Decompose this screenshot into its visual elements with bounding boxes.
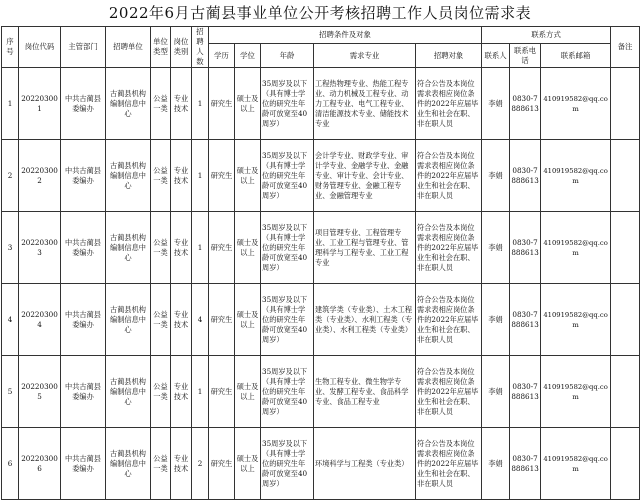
cell-unit: 古蔺县机构编制信息中心 bbox=[106, 428, 151, 500]
cell-unit: 古蔺县机构编制信息中心 bbox=[106, 356, 151, 428]
cell-count: 1 bbox=[192, 68, 209, 140]
cell-code: 202203003 bbox=[19, 212, 61, 284]
cell-education: 研究生 bbox=[209, 284, 235, 356]
header-count: 招聘人数 bbox=[192, 27, 209, 68]
cell-degree: 硕士及以上 bbox=[235, 140, 261, 212]
table-row bbox=[2, 428, 640, 500]
cell-remark bbox=[611, 428, 640, 500]
cell-age: 35周岁及以下（具有博士学位的研究生年龄可放宽至40周岁） bbox=[261, 140, 314, 212]
cell-age: 35周岁及以下（具有博士学位的研究生年龄可放宽至40周岁） bbox=[261, 212, 314, 284]
cell-phone: 0830-7888613 bbox=[510, 356, 541, 428]
cell-age: 35周岁及以下（具有博士学位的研究生年龄可放宽至40周岁） bbox=[261, 428, 314, 500]
cell-seq: 6 bbox=[2, 428, 19, 500]
cell-contact-person: 李娟 bbox=[482, 140, 510, 212]
cell-major: 项目管理专业、工程管理专业、工业工程与管理专业、管理科学与工程专业、工业工程专业 bbox=[314, 212, 416, 284]
cell-target: 符合公告及本岗位需求表相应岗位条件的2022年应届毕业生和社会在职、非在职人员 bbox=[416, 428, 482, 500]
cell-seq: 5 bbox=[2, 356, 19, 428]
cell-dept: 中共古蔺县委编办 bbox=[61, 140, 106, 212]
cell-phone: 0830-7888613 bbox=[510, 212, 541, 284]
cell-education: 研究生 bbox=[209, 68, 235, 140]
cell-phone: 0830-7888613 bbox=[510, 68, 541, 140]
header-phone: 联系电话 bbox=[510, 44, 541, 68]
cell-education: 研究生 bbox=[209, 140, 235, 212]
cell-age: 35周岁及以下（具有博士学位的研究生年龄可放宽至40周岁） bbox=[261, 284, 314, 356]
cell-code: 202203005 bbox=[19, 356, 61, 428]
cell-remark bbox=[611, 140, 640, 212]
cell-contact-person: 李娟 bbox=[482, 284, 510, 356]
cell-major: 生物工程专业、微生物学专业、发酵工程专业、食品科学专业、食品工程专业 bbox=[314, 356, 416, 428]
cell-post-type: 专业技术 bbox=[171, 68, 192, 140]
header-degree: 学位 bbox=[235, 44, 261, 68]
cell-count: 2 bbox=[192, 428, 209, 500]
header-unit-type: 单位类型 bbox=[151, 27, 171, 68]
cell-remark bbox=[611, 212, 640, 284]
header-seq: 序号 bbox=[2, 27, 19, 68]
cell-target: 符合公告及本岗位需求表相应岗位条件的2022年应届毕业生和社会在职、非在职人员 bbox=[416, 356, 482, 428]
cell-post-type: 专业技术 bbox=[171, 212, 192, 284]
cell-unit: 古蔺县机构编制信息中心 bbox=[106, 284, 151, 356]
header-target: 招聘对象 bbox=[416, 44, 482, 68]
cell-phone: 0830-7888613 bbox=[510, 140, 541, 212]
cell-contact-person: 李娟 bbox=[482, 356, 510, 428]
header-contact-person: 联系人 bbox=[482, 44, 510, 68]
cell-remark bbox=[611, 68, 640, 140]
cell-age: 35周岁及以下（具有博士学位的研究生年龄可放宽至40周岁） bbox=[261, 68, 314, 140]
cell-degree: 硕士及以上 bbox=[235, 356, 261, 428]
cell-unit-type: 公益一类 bbox=[151, 284, 171, 356]
header-contact: 联系方式 bbox=[482, 27, 611, 44]
header-education: 学历 bbox=[209, 44, 235, 68]
cell-email: 410919582@qq.com bbox=[541, 212, 611, 284]
header-age: 年龄 bbox=[261, 44, 314, 68]
table-row bbox=[2, 212, 640, 284]
header-code: 岗位代码 bbox=[19, 27, 61, 68]
job-table bbox=[1, 26, 640, 500]
header-dept: 主管部门 bbox=[61, 27, 106, 68]
cell-dept: 中共古蔺县委编办 bbox=[61, 356, 106, 428]
cell-contact-person: 李娟 bbox=[482, 428, 510, 500]
cell-unit-type: 公益一类 bbox=[151, 356, 171, 428]
table-row bbox=[2, 284, 640, 356]
cell-seq: 3 bbox=[2, 212, 19, 284]
cell-seq: 2 bbox=[2, 140, 19, 212]
cell-education: 研究生 bbox=[209, 428, 235, 500]
header-post-type: 岗位类别 bbox=[171, 27, 192, 68]
cell-code: 202203001 bbox=[19, 68, 61, 140]
header-unit: 招聘单位 bbox=[106, 27, 151, 68]
cell-contact-person: 李娟 bbox=[482, 68, 510, 140]
cell-education: 研究生 bbox=[209, 212, 235, 284]
cell-unit-type: 公益一类 bbox=[151, 212, 171, 284]
cell-seq: 4 bbox=[2, 284, 19, 356]
cell-code: 202203004 bbox=[19, 284, 61, 356]
cell-post-type: 专业技术 bbox=[171, 140, 192, 212]
cell-unit-type: 公益一类 bbox=[151, 428, 171, 500]
cell-major: 工程热物理专业、热能工程专业、动力机械及工程专业、动力工程专业、电气工程专业、清洁能源技术专业、储能技术专业 bbox=[314, 68, 416, 140]
cell-email: 410919582@qq.com bbox=[541, 140, 611, 212]
cell-degree: 硕士及以上 bbox=[235, 428, 261, 500]
cell-post-type: 专业技术 bbox=[171, 356, 192, 428]
cell-remark bbox=[611, 356, 640, 428]
cell-email: 410919582@qq.com bbox=[541, 428, 611, 500]
cell-major: 建筑学类（专业类）、土木工程类（专业类）、水利工程类（专业类）、水利工程类（专业类） bbox=[314, 284, 416, 356]
cell-unit: 古蔺县机构编制信息中心 bbox=[106, 212, 151, 284]
table-row bbox=[2, 356, 640, 428]
cell-unit-type: 公益一类 bbox=[151, 68, 171, 140]
cell-dept: 中共古蔺县委编办 bbox=[61, 428, 106, 500]
cell-post-type: 专业技术 bbox=[171, 428, 192, 500]
cell-count: 1 bbox=[192, 140, 209, 212]
cell-unit: 古蔺县机构编制信息中心 bbox=[106, 68, 151, 140]
cell-phone: 0830-7888613 bbox=[510, 284, 541, 356]
cell-target: 符合公告及本岗位需求表相应岗位条件的2022年应届毕业生和社会在职、非在职人员 bbox=[416, 68, 482, 140]
cell-count: 4 bbox=[192, 284, 209, 356]
cell-contact-person: 李娟 bbox=[482, 212, 510, 284]
header-email: 联系邮箱 bbox=[541, 44, 611, 68]
cell-age: 35周岁及以下（具有博士学位的研究生年龄可放宽至40周岁） bbox=[261, 356, 314, 428]
table-row bbox=[2, 68, 640, 140]
cell-unit: 古蔺县机构编制信息中心 bbox=[106, 140, 151, 212]
cell-remark bbox=[611, 284, 640, 356]
cell-code: 202203006 bbox=[19, 428, 61, 500]
cell-code: 202203002 bbox=[19, 140, 61, 212]
cell-major: 环境科学与工程类（专业类） bbox=[314, 428, 416, 500]
cell-email: 410919582@qq.com bbox=[541, 68, 611, 140]
cell-phone: 0830-7888613 bbox=[510, 428, 541, 500]
cell-degree: 硕士及以上 bbox=[235, 284, 261, 356]
cell-unit-type: 公益一类 bbox=[151, 140, 171, 212]
cell-post-type: 专业技术 bbox=[171, 284, 192, 356]
cell-email: 410919582@qq.com bbox=[541, 284, 611, 356]
cell-education: 研究生 bbox=[209, 356, 235, 428]
cell-dept: 中共古蔺县委编办 bbox=[61, 68, 106, 140]
cell-count: 1 bbox=[192, 356, 209, 428]
cell-count: 1 bbox=[192, 212, 209, 284]
cell-email: 410919582@qq.com bbox=[541, 356, 611, 428]
cell-target: 符合公告及本岗位需求表相应岗位条件的2022年应届毕业生和社会在职、非在职人员 bbox=[416, 284, 482, 356]
cell-dept: 中共古蔺县委编办 bbox=[61, 212, 106, 284]
header-conditions: 招聘条件及对象 bbox=[209, 27, 482, 44]
cell-dept: 中共古蔺县委编办 bbox=[61, 284, 106, 356]
cell-seq: 1 bbox=[2, 68, 19, 140]
cell-target: 符合公告及本岗位需求表相应岗位条件的2022年应届毕业生和社会在职、非在职人员 bbox=[416, 212, 482, 284]
header-major: 需求专业 bbox=[314, 44, 416, 68]
cell-target: 符合公告及本岗位需求表相应岗位条件的2022年应届毕业生和社会在职、非在职人员 bbox=[416, 140, 482, 212]
page-title: 2022年6月古蔺县事业单位公开考核招聘工作人员岗位需求表 bbox=[108, 4, 532, 22]
cell-degree: 硕士及以上 bbox=[235, 212, 261, 284]
cell-degree: 硕士及以上 bbox=[235, 68, 261, 140]
cell-major: 会计学专业、财政学专业、审计学专业、金融学专业、金融专业、审计专业、会计专业、财务管理专业、金融工程专业、金融管理专业 bbox=[314, 140, 416, 212]
header-remark: 备注 bbox=[611, 27, 640, 68]
table-row bbox=[2, 140, 640, 212]
